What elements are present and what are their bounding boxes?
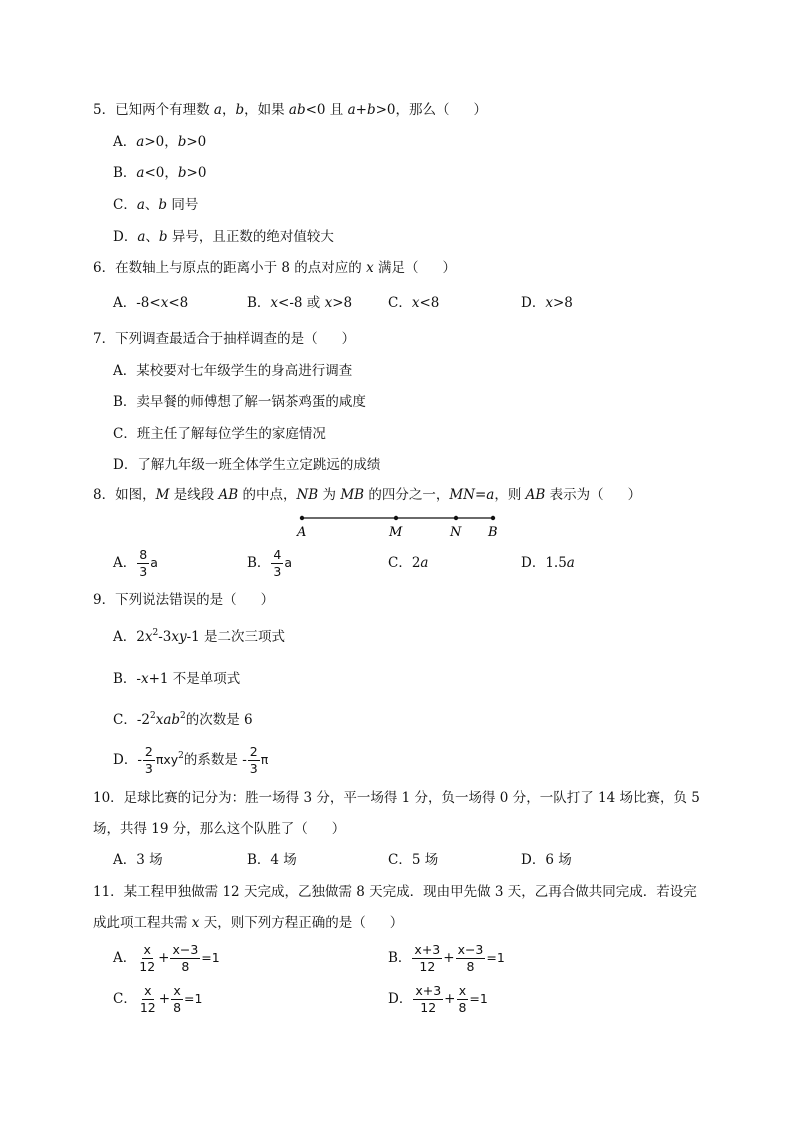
question-6-option-d: D．x>8 <box>521 295 573 311</box>
question-6-option-c: C．x<8 <box>388 295 440 311</box>
question-11-line-1: 11．某工程甲独做需 12 天完成，乙独做需 8 天完成．现由甲先做 3 天，乙再合做共同完成．若设完 <box>93 884 697 900</box>
point-m-label: M <box>389 525 403 540</box>
question-10-option-d: D．6 场 <box>521 852 572 868</box>
question-11-option-a: A． $\frac{x}{12}$ + $\frac{x-3}{8}$ =1 <box>113 942 220 974</box>
point-b-label: B <box>488 525 498 540</box>
question-9-stem: 9．下列说法错误的是（ ） <box>93 592 275 608</box>
question-5-stem: 5．已知两个有理数 a，b，如果 ab<0 且 a+b>0，那么（ ） <box>93 102 488 118</box>
question-11-option-c: C． $\frac{x}{12}$ + $\frac{x}{8}$ =1 <box>113 983 203 1015</box>
question-8-option-d: D．1.5a <box>521 555 575 571</box>
question-10-line-2: 场，共得 19 分，那么这个队胜了（ ） <box>93 821 346 837</box>
question-8-stem: 8．如图，M 是线段 AB 的中点，NB 为 MB 的四分之一，MN=a，则 AB 表示为（ ） <box>93 487 642 503</box>
point-m-dot <box>394 516 398 520</box>
question-10-option-c: C．5 场 <box>388 852 439 868</box>
question-8-option-a: A． $\frac{8}{3}$ a <box>113 547 158 579</box>
question-11-option-d: D． $\frac{x+3}{12}$ + $\frac{x}{8}$ =1 <box>388 983 488 1015</box>
question-5-option-c: C．a、b 同号 <box>113 197 199 213</box>
question-5-option-a: A．a>0，b>0 <box>113 134 207 150</box>
segment-figure <box>290 510 510 540</box>
question-11-option-b: B． $\frac{x+3}{12}$ + $\frac{x-3}{8}$ =1 <box>388 942 505 974</box>
question-5-option-d: D．a、b 异号，且正数的绝对值较大 <box>113 229 334 245</box>
question-9-option-d: D．- $\frac{2}{3}$ πxy$^2$的系数是 - $\frac{2}{3}$ π <box>113 744 269 776</box>
point-a-dot <box>300 516 304 520</box>
question-7-stem: 7．下列调查最适合于抽样调查的是（ ） <box>93 331 356 347</box>
question-10-option-a: A．3 场 <box>113 852 163 868</box>
question-9-option-b: B．-x+1 不是单项式 <box>113 671 241 687</box>
point-n-dot <box>454 516 458 520</box>
question-9-option-a: A．$2x^2-3xy-1$ 是二次三项式 <box>113 628 286 645</box>
question-5-option-b: B．a<0，b>0 <box>113 165 207 181</box>
question-11-line-2: 成此项工程共需 x 天，则下列方程正确的是（ ） <box>93 915 404 931</box>
question-7-option-c: C．班主任了解每位学生的家庭情况 <box>113 426 326 442</box>
question-6-option-a: A．-8<x<8 <box>113 295 189 311</box>
question-10-option-b: B．4 场 <box>247 852 297 868</box>
question-6-option-b: B．x<-8 或 x>8 <box>247 295 353 311</box>
question-6-stem: 6．在数轴上与原点的距离小于 8 的点对应的 x 满足（ ） <box>93 260 456 276</box>
question-8-option-c: C．2a <box>388 555 429 571</box>
point-b-dot <box>491 516 495 520</box>
point-a-label: A <box>297 525 307 540</box>
question-8-option-b: B． $\frac{4}{3}$ a <box>247 547 293 579</box>
question-7-option-d: D．了解九年级一班全体学生立定跳远的成绩 <box>113 457 381 473</box>
question-7-option-b: B．卖早餐的师傅想了解一锅茶鸡蛋的咸度 <box>113 394 366 410</box>
question-9-option-c: C．$-2^2xab^2$的次数是 6 <box>113 711 253 728</box>
point-n-label: N <box>450 525 462 540</box>
question-7-option-a: A．某校要对七年级学生的身高进行调查 <box>113 363 353 379</box>
question-10-line-1: 10．足球比赛的记分为：胜一场得 3 分，平一场得 1 分，负一场得 0 分，一队打了 14 场比赛，负 5 <box>93 790 700 806</box>
